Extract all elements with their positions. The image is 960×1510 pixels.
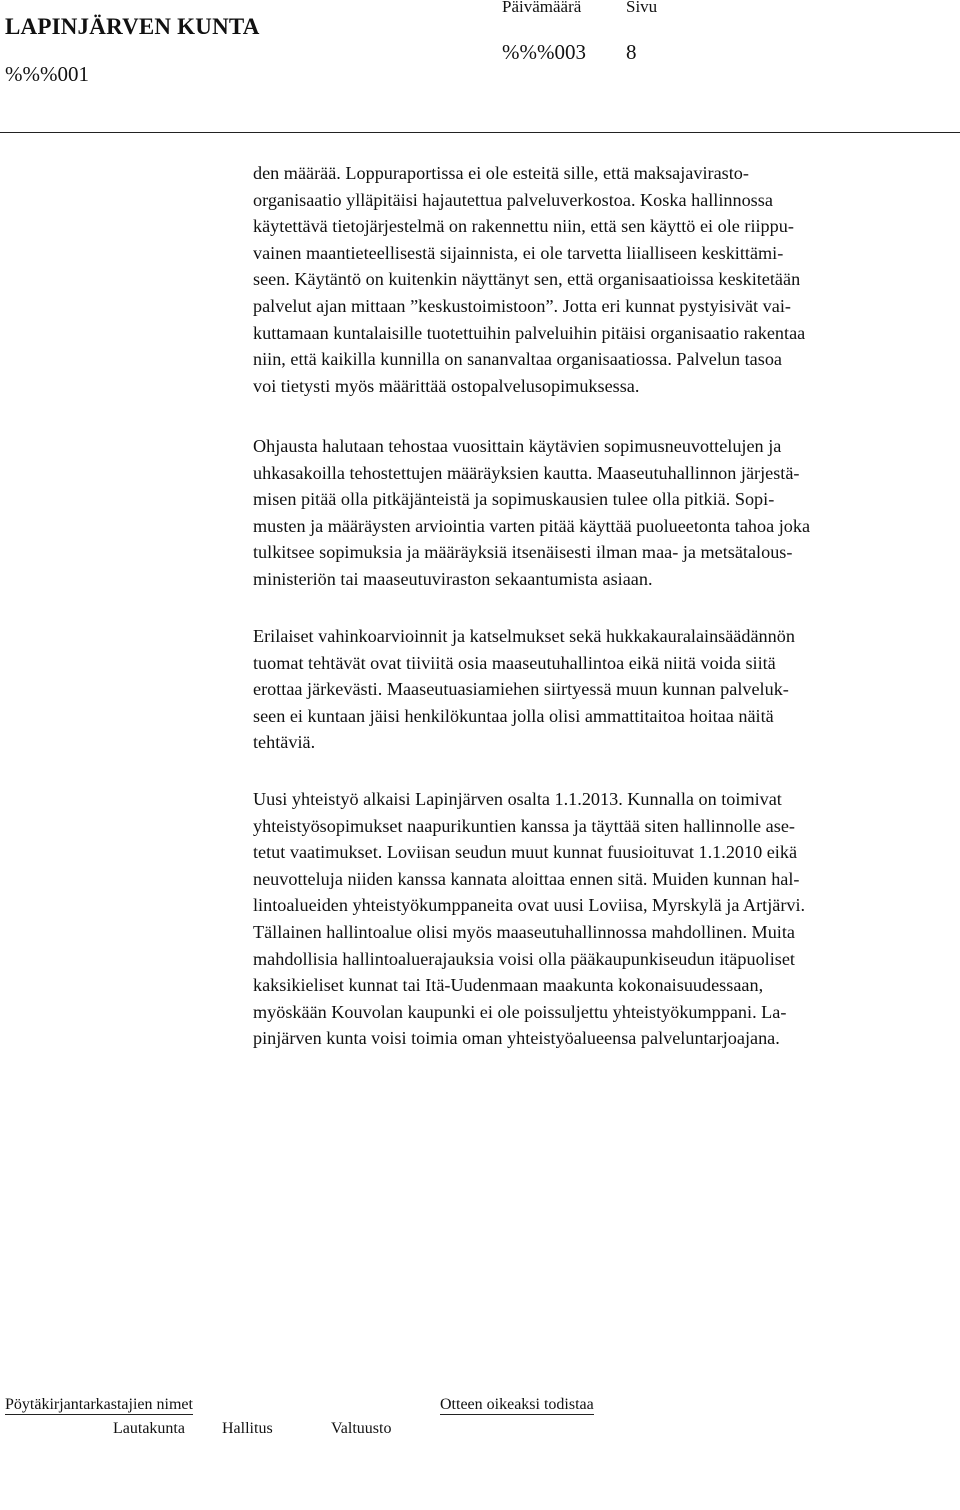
paragraph-4 bbox=[253, 786, 953, 1052]
text-line: neuvotteluja niiden kanssa kannata aloittaa ennen sitä. Muiden kunnan hal- bbox=[253, 868, 800, 889]
text-line: voi tietysti myös määrittää ostopalvelusopimuksessa. bbox=[253, 375, 640, 396]
text-line: Uusi yhteistyö alkaisi Lapinjärven osalta 1.1.2013. Kunnalla on toimivat bbox=[253, 789, 782, 809]
text-line: lintoalueiden yhteistyökumppaneita ovat uusi Loviisa, Myrskylä ja Artjärvi. bbox=[253, 895, 806, 916]
text-line: myöskään Kouvolan kaupunki ei ole poissuljettu yhteistyökumppani. La- bbox=[253, 1001, 787, 1022]
text-line: tehtäviä. bbox=[253, 732, 316, 753]
text-line: tetut vaatimukset. Loviisan seudun muut kunnat fuusioituvat 1.1.2010 eikä bbox=[253, 842, 798, 863]
text-line: den määrää. Loppuraportissa ei ole esteitä sille, että maksajavirasto- bbox=[253, 163, 749, 183]
signers-label: Pöytäkirjantarkastajien nimet bbox=[5, 1396, 193, 1413]
text-line: ministeriön tai maaseutuviraston sekaantumista asiaan. bbox=[253, 568, 653, 589]
paragraph-1 bbox=[253, 160, 953, 399]
organization-title: LAPINJÄRVEN KUNTA bbox=[5, 14, 260, 39]
page-label: Sivu bbox=[626, 0, 658, 16]
footer-body-board: Lautakunta bbox=[113, 1420, 185, 1437]
text-line: käytettävä tietojärjestelmä on rakennettu niin, että sen käyttö ei ole riippu- bbox=[253, 216, 794, 237]
text-line: mahdollisia hallintoaluerajauksia voisi olla pääkaupunkiseudun itäpuoliset bbox=[253, 948, 795, 969]
text-line: Erilaiset vahinkoarvioinnit ja katselmukset sekä hukkakauralainsäädännön bbox=[253, 626, 795, 646]
text-line: seen ei kuntaan jäisi henkilökuntaa jolla olisi ammattitaitoa hoitaa näitä bbox=[253, 705, 774, 726]
text-line: uhkasakoilla tehostettujen määräyksien kautta. Maaseutuhallinnon järjestä- bbox=[253, 462, 800, 483]
text-line: kuttamaan kuntalaisille tuotettuihin palveluihin pitäisi organisaatio rakentaa bbox=[253, 322, 806, 343]
text-line: misen pitää olla pitkäjänteistä ja sopimuskausien tulee olla pitkiä. Sopi- bbox=[253, 489, 775, 510]
text-line: vainen maantieteellisestä sijainnista, ei ole tarvetta liialliseen keskittämi- bbox=[253, 242, 784, 263]
footer-body-government: Hallitus bbox=[222, 1420, 273, 1437]
paragraph-2 bbox=[253, 433, 953, 593]
header-divider bbox=[0, 132, 960, 133]
text-line: niin, että kaikilla kunnilla on sananvaltaa organisaatiossa. Palvelun tasoa bbox=[253, 349, 782, 370]
text-line: kaksikieliset kunnat tai Itä-Uudenmaan maakunta kokonaisuudessaan, bbox=[253, 975, 764, 996]
text-line: tulkitsee sopimuksia ja määräyksiä itsenäisesti ilman maa- ja metsätalous- bbox=[253, 542, 793, 563]
text-line: Tällainen hallintoalue olisi myös maaseutuhallinnossa mahdollinen. Muita bbox=[253, 921, 795, 942]
date-value: %%%003 bbox=[502, 40, 586, 64]
text-line: yhteistyösopimukset naapurikuntien kanssa ja täyttää siten hallinnolle ase- bbox=[253, 815, 795, 836]
text-line: erottaa järkevästi. Maaseutuasiamiehen siirtyessä muun kunnan palveluk- bbox=[253, 679, 789, 700]
text-line: organisaatio ylläpitäisi hajautettua palveluverkostoa. Koska hallinnossa bbox=[253, 189, 773, 210]
paragraph-3 bbox=[253, 623, 953, 756]
date-label: Päivämäärä bbox=[502, 0, 582, 16]
text-line: seen. Käytäntö on kuitenkin näyttänyt sen, että organisaatioissa keskitetään bbox=[253, 269, 801, 290]
footer-body-council: Valtuusto bbox=[331, 1420, 392, 1437]
document-id: %%%001 bbox=[5, 62, 89, 86]
text-line: tuomat tehtävät ovat tiiviitä osia maaseutuhallintoa eikä niitä voida siitä bbox=[253, 652, 776, 673]
text-line: pinjärven kunta voisi toimia oman yhteistyöalueensa palveluntarjoajana. bbox=[253, 1028, 780, 1049]
text-line: musten ja määräysten arviointia varten pitää käyttää puolueetonta tahoa joka bbox=[253, 515, 811, 536]
certified-label: Otteen oikeaksi todistaa bbox=[440, 1396, 594, 1413]
text-line: Ohjausta halutaan tehostaa vuosittain käytävien sopimusneuvottelujen ja bbox=[253, 436, 782, 456]
page-number: 8 bbox=[626, 40, 637, 64]
text-line: palvelut ajan mittaan ”keskustoimistoon”. Jotta eri kunnat pystyisivät vai- bbox=[253, 295, 791, 316]
